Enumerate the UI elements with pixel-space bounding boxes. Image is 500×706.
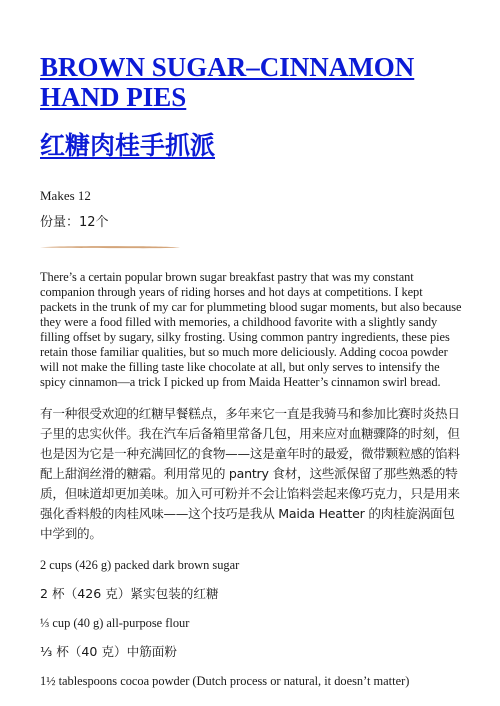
ingredient-2-zh: ⅓ 杯（40 克）中筋面粉 [40, 644, 177, 659]
ingredient-2-en: ⅓ cup (40 g) all-purpose flour [40, 616, 190, 630]
ingredient-3-en: 1½ tablespoons cocoa powder (Dutch process or natural, it doesn’t matter) [40, 674, 410, 688]
recipe-title-zh[interactable]: 红糖肉桂手抓派 [40, 131, 216, 160]
intro-paragraph-en: There’s a certain popular brown sugar breakfast pastry that was my constant companion through years of riding horses and hot days at competitions. I kept packets in the trunk of my car for plummeting blood sugar moments, but also because they were a food filled with memories, a childhood favorite with a slightly sandy filling offset by sugary, silky frosting. Using common pantry ingredients, these pies retain those familiar qualities, but so much more deliciously. Adding cocoa powder will not make the filling taste like chocolate at all, but only serves to intensify the spicy cinnamon—a trick I picked up from Maida Heatter’s cinnamon swirl bread. [40, 270, 462, 389]
ingredient-1-en: 2 cups (426 g) packed dark brown sugar [40, 558, 240, 572]
brush-stroke-divider [40, 245, 180, 249]
ingredient-1-zh: 2 杯（426 克）紧实包装的红糖 [40, 586, 219, 601]
yield-en: Makes 12 [40, 188, 91, 203]
recipe-title-en[interactable]: BROWN SUGAR–CINNAMON HAND PIES [40, 52, 415, 112]
yield-zh: 份量：12个 [40, 215, 109, 230]
intro-paragraph-zh: 有一种很受欢迎的红糖早餐糕点，多年来它一直是我骑马和参加比赛时炎热日子里的忠实伙伴。我在汽车后备箱里常备几包，用来应对血糖骤降的时刻，但也是因为它是一种充满回忆的食物——这是童年时的最爱，微带颗粒感的馅料配上甜润丝滑的糖霜。利用常见的 pantry 食材，这些派保留了那些熟悉的特质，但味道却更加美味。加入可可粉并不会让馅料尝起来像巧克力，只是用来强化香料般的肉桂风味——这个技巧是我从 Maida Heatter 的肉桂旋涡面包中学到的。 [40, 406, 460, 541]
